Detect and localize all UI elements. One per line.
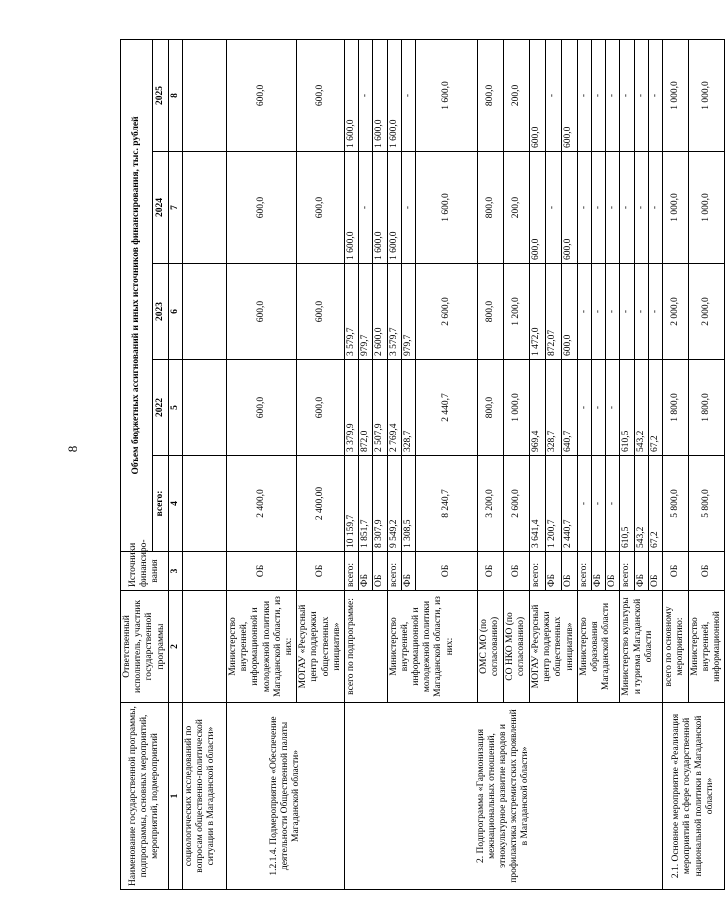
source-cell: ФБ xyxy=(592,552,606,591)
source-cell: ОБ xyxy=(227,552,297,591)
value-cell: 1 472,0 xyxy=(530,264,546,360)
value-cell: 543,2 xyxy=(634,456,648,552)
row-name: 2.1. Основное мероприятие «Реализация мероприятий в сфере государственной национальной политики в Магаданской области» xyxy=(663,703,725,890)
row-name: 1.2.1.4. Подмероприятие «Обеспечение деятельности Общественной палаты Магаданской области» xyxy=(227,703,345,890)
value-cell: 1 600,0 xyxy=(416,39,478,151)
value-cell: 800,0 xyxy=(478,152,504,264)
value-cell: 600,0 xyxy=(561,39,577,151)
source-cell: ОБ xyxy=(504,552,530,591)
value-cell: - xyxy=(606,39,620,151)
value-cell: 1 308,5 xyxy=(401,456,415,552)
executor-cell: СО НКО МО (по согласованию) xyxy=(504,591,530,703)
value-cell: - xyxy=(577,39,591,151)
value-cell: - xyxy=(606,456,620,552)
value-cell: 3 579,7 xyxy=(345,264,359,360)
value-cell: 5 800,0 xyxy=(688,456,725,552)
value-cell: 328,7 xyxy=(401,360,415,456)
header-executor: Ответственный исполнитель, участник государственной программы xyxy=(121,591,169,703)
source-cell: ФБ xyxy=(401,552,415,591)
value-cell: - xyxy=(577,152,591,264)
source-cell: ОБ xyxy=(663,552,688,591)
value-cell: 1 600,0 xyxy=(387,152,401,264)
value-cell: - xyxy=(401,152,415,264)
value-cell: 1 600,0 xyxy=(373,39,387,151)
value-cell: 600,0 xyxy=(530,39,546,151)
value-cell: 979,7 xyxy=(401,264,415,360)
row-name: 2. Подпрограмма «Гармонизация межнациональных отношений, этнокультурное развитие народов и профилактика экстремистских проявлений в Магаданской области» xyxy=(345,703,663,890)
value-cell: 600,0 xyxy=(297,39,345,151)
value-cell: - xyxy=(620,39,634,151)
value-cell: 600,0 xyxy=(227,39,297,151)
source-cell: ОБ xyxy=(648,552,662,591)
value-cell: - xyxy=(634,39,648,151)
value-cell: 2 440,7 xyxy=(416,360,478,456)
value-cell: - xyxy=(592,456,606,552)
column-number: 6 xyxy=(168,264,182,360)
value-cell: 1 800,0 xyxy=(688,360,725,456)
value-cell: 2 600,0 xyxy=(373,264,387,360)
value-cell: 1 000,0 xyxy=(663,39,688,151)
source-cell: ОБ xyxy=(606,552,620,591)
value-cell: 1 600,0 xyxy=(387,39,401,151)
column-number: 4 xyxy=(168,456,182,552)
value-cell: 1 200,0 xyxy=(504,264,530,360)
value-cell: 640,7 xyxy=(561,360,577,456)
value-cell: - xyxy=(592,264,606,360)
executor-cell: всего по основному мероприятию: xyxy=(663,591,688,703)
value-cell: - xyxy=(577,264,591,360)
value-cell: - xyxy=(634,152,648,264)
source-cell: ОБ xyxy=(297,552,345,591)
source-cell: ФБ xyxy=(359,552,373,591)
column-number: 5 xyxy=(168,360,182,456)
value-cell: 872,0 xyxy=(359,360,373,456)
value-cell: 1 600,0 xyxy=(373,152,387,264)
value-cell: 200,0 xyxy=(504,39,530,151)
executor-cell: Министерство внутренней, информационной и молодежной политики Магаданской области, из них: xyxy=(227,591,297,703)
value-cell: 2 600,0 xyxy=(416,264,478,360)
value-cell: 10 159,7 xyxy=(345,456,359,552)
value-cell: - xyxy=(606,360,620,456)
value-cell: 3 379,9 xyxy=(345,360,359,456)
value-cell: - xyxy=(606,264,620,360)
value-cell: - xyxy=(606,152,620,264)
value-cell: 1 000,0 xyxy=(688,39,725,151)
executor-cell: МОГАУ «Ресурсный центр поддержки общественных инициатив» xyxy=(530,591,578,703)
value-cell: 979,7 xyxy=(359,264,373,360)
value-cell: 1 200,7 xyxy=(546,456,562,552)
value-cell: 2 769,4 xyxy=(387,360,401,456)
value-cell: 2 000,0 xyxy=(688,264,725,360)
value-cell: 600,0 xyxy=(530,152,546,264)
value-cell: 1 800,0 xyxy=(663,360,688,456)
value-cell: 600,0 xyxy=(297,264,345,360)
executor-cell: Министерство культуры и туризма Магаданской области xyxy=(620,591,663,703)
column-number: 3 xyxy=(168,552,182,591)
value-cell: 872,07 xyxy=(546,264,562,360)
value-cell: 67,2 xyxy=(648,456,662,552)
header-total: всего: xyxy=(153,456,168,552)
rotated-page xyxy=(120,40,722,890)
value-cell: - xyxy=(620,264,634,360)
header-year: 2024 xyxy=(153,152,168,264)
executor-cell: Министерство внутренней, информационной и молодежной политики Магаданской области, из них: xyxy=(387,591,477,703)
value-cell: 1 851,7 xyxy=(359,456,373,552)
header-year: 2022 xyxy=(153,360,168,456)
executor-cell: Министерство образования Магаданской области xyxy=(577,591,620,703)
value-cell: - xyxy=(592,39,606,151)
value-cell: 8 240,7 xyxy=(416,456,478,552)
value-cell: - xyxy=(592,360,606,456)
value-cell: - xyxy=(648,152,662,264)
value-cell: 600,0 xyxy=(227,360,297,456)
value-cell: - xyxy=(577,360,591,456)
source-cell: всего: xyxy=(620,552,634,591)
source-cell: ФБ xyxy=(634,552,648,591)
value-cell: 969,4 xyxy=(530,360,546,456)
value-cell: 67,2 xyxy=(648,360,662,456)
value-cell: - xyxy=(648,39,662,151)
value-cell: - xyxy=(620,152,634,264)
value-cell: 1 000,0 xyxy=(504,360,530,456)
column-number: 2 xyxy=(168,591,182,703)
value-cell: - xyxy=(546,39,562,151)
source-cell: ОБ xyxy=(478,552,504,591)
value-cell: 610,5 xyxy=(620,360,634,456)
header-name: Наименование государственной программы, подпрограммы, основных мероприятий, мероприятий, подмероприятий xyxy=(121,703,169,890)
page-number: 8 xyxy=(65,445,80,453)
column-number: 1 xyxy=(168,703,182,890)
value-cell: 600,0 xyxy=(561,152,577,264)
value-cell: - xyxy=(546,152,562,264)
value-cell: 1 600,0 xyxy=(345,152,359,264)
value-cell: 2 600,0 xyxy=(504,456,530,552)
value-cell: 800,0 xyxy=(478,360,504,456)
source-cell: ОБ xyxy=(561,552,577,591)
executor-cell: всего по подпрограмме: xyxy=(345,591,388,703)
source-cell: всего: xyxy=(577,552,591,591)
source-cell: ОБ xyxy=(688,552,725,591)
value-cell: 2 400,0 xyxy=(227,456,297,552)
source-cell: ОБ xyxy=(373,552,387,591)
value-cell: 610,5 xyxy=(620,456,634,552)
value-cell: 328,7 xyxy=(546,360,562,456)
value-cell: 3 641,4 xyxy=(530,456,546,552)
column-number: 7 xyxy=(168,152,182,264)
value-cell: - xyxy=(577,456,591,552)
value-cell: 600,0 xyxy=(227,264,297,360)
value-cell: - xyxy=(634,264,648,360)
value-cell: - xyxy=(359,39,373,151)
value-cell: 1 000,0 xyxy=(663,152,688,264)
value-cell: 600,0 xyxy=(297,360,345,456)
executor-cell: Министерство внутренней, информационной xyxy=(688,591,725,703)
source-cell: всего: xyxy=(345,552,359,591)
row-name: социологических исследований по вопросам общественно-политической ситуации в Магаданской области» xyxy=(183,703,227,890)
value-cell: 3 200,0 xyxy=(478,456,504,552)
value-cell: - xyxy=(359,152,373,264)
value-cell: - xyxy=(401,39,415,151)
value-cell: 1 000,0 xyxy=(688,152,725,264)
source-cell: ФБ xyxy=(546,552,562,591)
value-cell: 1 600,0 xyxy=(416,152,478,264)
value-cell: 600,0 xyxy=(227,152,297,264)
value-cell: 9 549,2 xyxy=(387,456,401,552)
value-cell: 600,0 xyxy=(561,264,577,360)
value-cell: 600,0 xyxy=(297,152,345,264)
value-cell: 200,0 xyxy=(504,152,530,264)
header-funding: Объем бюджетных ассигнований и иных источников финансирования, тыс. рублей xyxy=(121,39,153,551)
value-cell: 2 507,9 xyxy=(373,360,387,456)
value-cell: - xyxy=(592,152,606,264)
header-year: 2025 xyxy=(153,39,168,151)
value-cell: 8 307,9 xyxy=(373,456,387,552)
value-cell: 3 579,7 xyxy=(387,264,401,360)
value-cell: - xyxy=(648,264,662,360)
value-cell: 5 800,0 xyxy=(663,456,688,552)
value-cell: 2 000,0 xyxy=(663,264,688,360)
column-number: 8 xyxy=(168,39,182,151)
funding-table xyxy=(120,39,725,890)
source-cell: ОБ xyxy=(416,552,478,591)
source-cell: всего: xyxy=(387,552,401,591)
value-cell: 800,0 xyxy=(478,264,504,360)
value-cell: 543,2 xyxy=(634,360,648,456)
header-year: 2023 xyxy=(153,264,168,360)
value-cell: 800,0 xyxy=(478,39,504,151)
value-cell: 2 400,00 xyxy=(297,456,345,552)
value-cell: 2 440,7 xyxy=(561,456,577,552)
source-cell: всего: xyxy=(530,552,546,591)
value-cell: 1 600,0 xyxy=(345,39,359,151)
header-source: Источники финансиро-вания xyxy=(121,552,169,591)
executor-cell: МОГАУ «Ресурсный центр поддержки общественных инициатив» xyxy=(297,591,345,703)
executor-cell: ОМС МО (по согласованию) xyxy=(478,591,504,703)
